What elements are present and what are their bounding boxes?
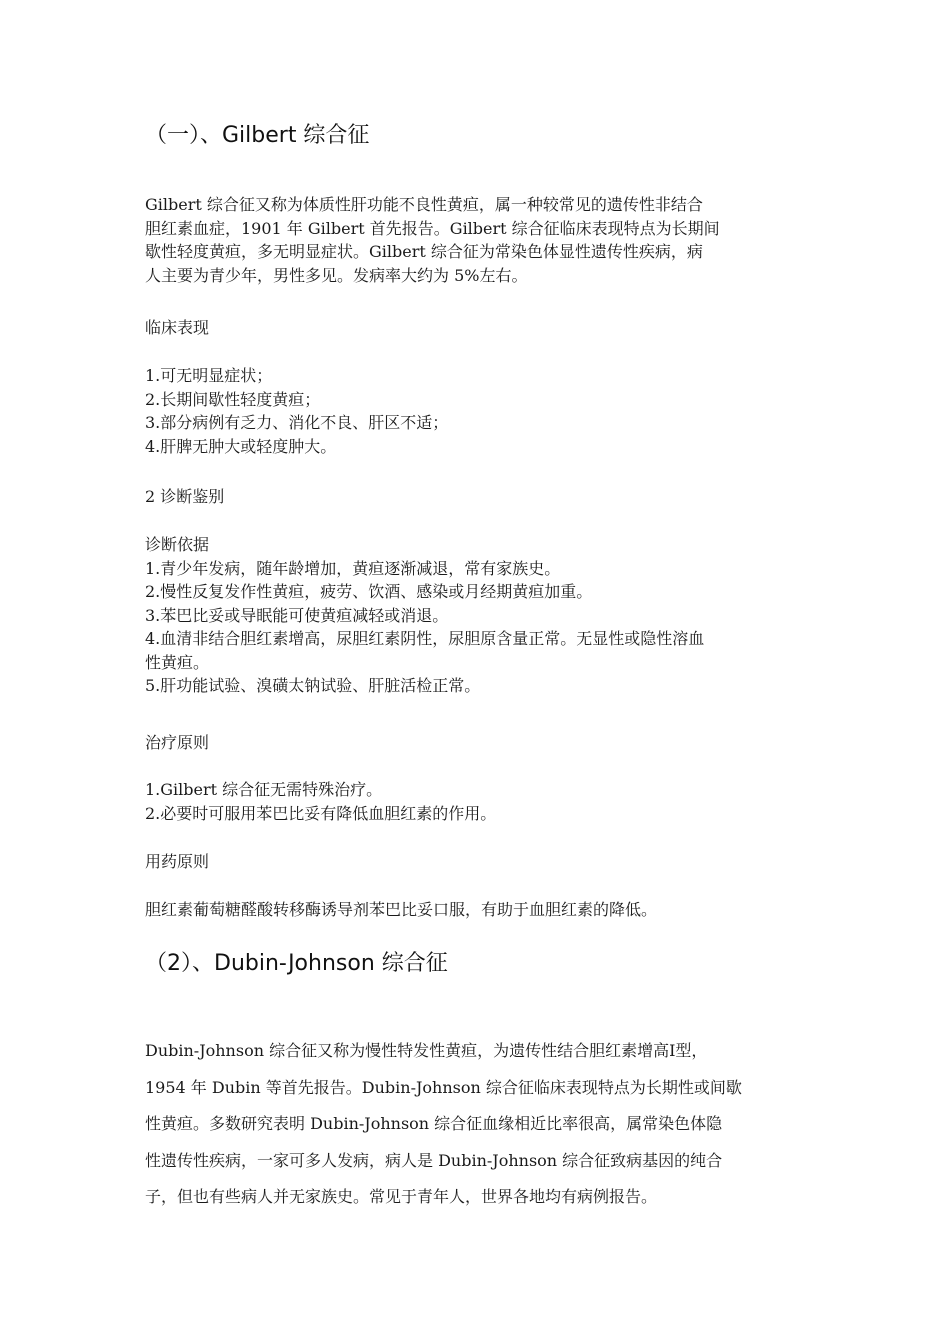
list-item: 4.血清非结合胆红素增高，尿胆红素阴性，尿胆原含量正常。无显性或隐性溶血 bbox=[145, 629, 705, 648]
paragraph-line: 子，但也有些病人并无家族史。常见于青年人，世界各地均有病例报告。 bbox=[145, 1187, 658, 1206]
drug-paragraph bbox=[145, 898, 815, 922]
list-item: 3.苯巴比妥或导眠能可使黄疸减轻或消退。 bbox=[145, 605, 449, 625]
list-item: 5.肝功能试验、溴磺太钠试验、肝脏活检正常。 bbox=[145, 676, 481, 695]
paragraph-line: 性黄疸。多数研究表明 Dubin-Johnson 综合征血缘相近比率很高，属常染色体隐 bbox=[145, 1114, 723, 1133]
paragraph-line: 歇性轻度黄疸，多无明显症状。Gilbert 综合征为常染色体显性遗传性疾病，病 bbox=[145, 242, 703, 261]
treatment-title bbox=[145, 731, 815, 755]
subheading-basis: 诊断依据 bbox=[145, 535, 210, 554]
paragraph-line: 人主要为青少年，男性多见。发病率大约为 5%左右。 bbox=[145, 265, 528, 285]
list-item: 2.必要时可服用苯巴比妥有降低血胆红素的作用。 bbox=[145, 803, 497, 823]
paragraph-line: 1954 年 Dubin 等首先报告。Dubin-Johnson 综合征临床表现特点为长期性或间歇 bbox=[145, 1077, 742, 1097]
list-item: 2.慢性反复发作性黄疸，疲劳、饮酒、感染或月经期黄疸加重。 bbox=[145, 582, 593, 601]
drug-title bbox=[145, 850, 815, 874]
subheading-drug: 用药原则 bbox=[145, 852, 210, 871]
list-item: 性黄疸。 bbox=[145, 652, 210, 672]
section-heading-gilbert: （一）、Gilbert 综合征 bbox=[145, 123, 370, 148]
subheading-clinical: 临床表现 bbox=[145, 318, 210, 337]
list-item: 2.长期间歇性轻度黄疸； bbox=[145, 389, 321, 409]
subheading-treatment: 治疗原则 bbox=[145, 733, 210, 752]
list-item: 4.肝脾无肿大或轻度肿大。 bbox=[145, 436, 337, 456]
clinical-list bbox=[145, 364, 815, 458]
paragraph-line: 胆红素血症，1901 年 Gilbert 首先报告。Gilbert 综合征临床表现特点为长期间 bbox=[145, 218, 720, 238]
list-item: 1.青少年发病，随年龄增加，黄疸逐渐减退，常有家族史。 bbox=[145, 558, 561, 578]
subheading-diagnosis: 2 诊断鉴别 bbox=[145, 487, 225, 506]
paragraph-line: 胆红素葡萄糖醛酸转移酶诱导剂苯巴比妥口服，有助于血胆红素的降低。 bbox=[145, 900, 658, 919]
paragraph-line: Dubin-Johnson 综合征又称为慢性特发性黄疸，为遗传性结合胆红素增高Ⅰ型， bbox=[145, 1041, 708, 1060]
clinical-title bbox=[145, 316, 815, 340]
section-heading-dubin-johnson: （2）、Dubin-Johnson 综合征 bbox=[145, 951, 448, 976]
list-item: 3.部分病例有乏力、消化不良、肝区不适； bbox=[145, 413, 449, 432]
paragraph-line: Gilbert 综合征又称为体质性肝功能不良性黄疸，属一种较常见的遗传性非结合 bbox=[145, 195, 703, 214]
gilbert-intro-paragraph bbox=[145, 193, 815, 287]
paragraph-line: 性遗传性疾病，一家可多人发病，病人是 Dubin-Johnson 综合征致病基因的纯合 bbox=[145, 1150, 723, 1170]
diagnosis-title bbox=[145, 485, 815, 509]
list-item: 1.Gilbert 综合征无需特殊治疗。 bbox=[145, 780, 383, 799]
dubin-johnson-intro-paragraph bbox=[145, 1033, 815, 1216]
list-item: 1.可无明显症状； bbox=[145, 366, 273, 385]
treatment-list bbox=[145, 778, 815, 825]
basis-list bbox=[145, 533, 815, 698]
